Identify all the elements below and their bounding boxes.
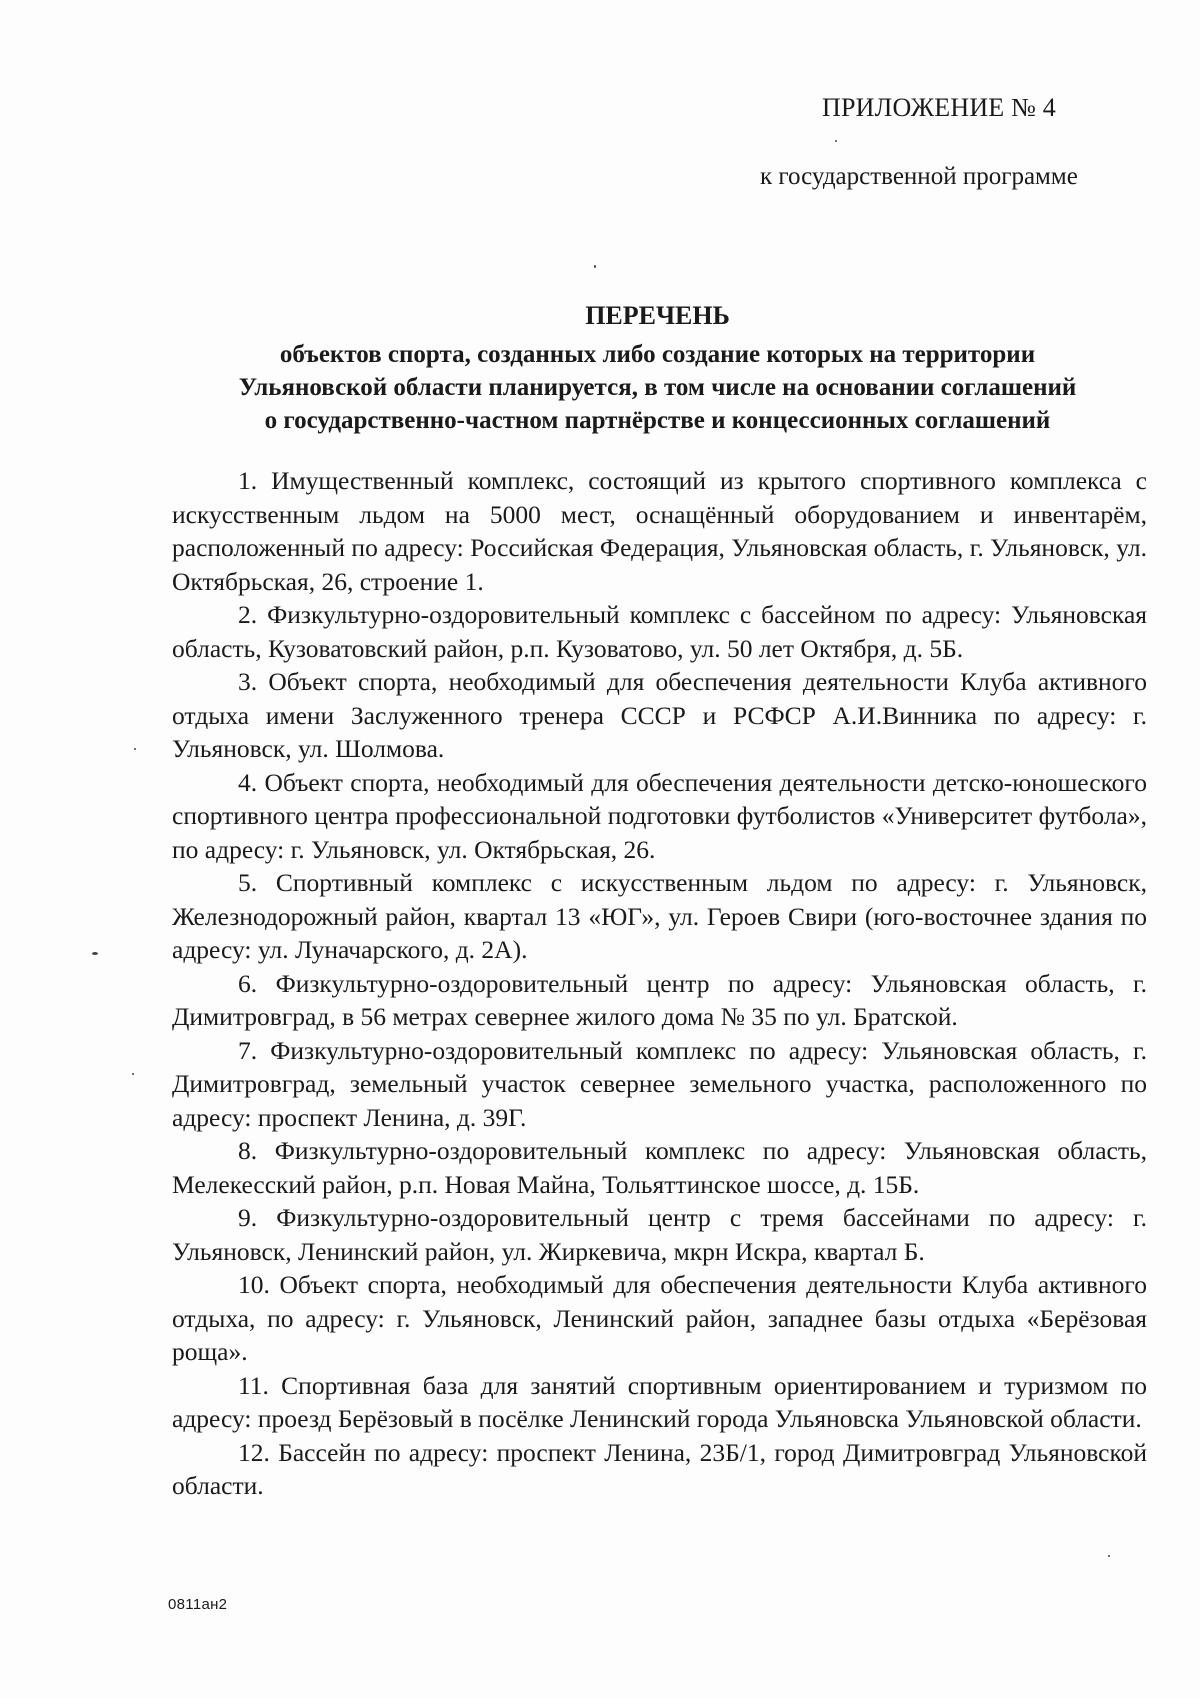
heading-title: ПЕРЕЧЕНЬ [585,301,730,330]
heading-line: объектов спорта, созданных либо создание которых на территории [279,341,1036,368]
scan-speck [594,265,596,268]
document-heading [140,298,1175,437]
scan-speck [92,952,98,955]
list-item: 12. Бассейн по адресу: проспект Ленина, 23Б/1, город Димитровград Ульяновской области. [172,1437,1147,1500]
list-item: 7. Физкультурно-оздоровительный комплекс по адресу: Ульяновская область, г. Димитровград, земельный участок севернее земельного участка, расположенного по адресу: проспект Ленина, д. 39Г. [172,1035,1147,1132]
scan-speck [835,140,837,142]
document-code: 0811ан2 [168,1596,228,1613]
heading-line: о государственно-частном партнёрстве и концессионных соглашений [264,407,1051,434]
list-item: 4. Объект спорта, необходимый для обеспечения деятельности детско-юношеского спортивного центра профессиональной подготовки футболистов «Университет футбола», по адресу: г. Ульяновск, ул. Октябрьская, 26. [172,767,1147,864]
list-item: 8. Физкультурно-оздоровительный комплекс по адресу: Ульяновская область, Мелекесский район, р.п. Новая Майна, Тольяттинское шоссе, д. 15Б. [172,1136,1147,1199]
appendix-title: ПРИЛОЖЕНИЕ № 4 [822,93,1056,122]
scan-speck [132,1073,134,1075]
list-item: 11. Спортивная база для занятий спортивным ориентированием и туризмом по адресу: проезд Берёзовый в посёлке Ленинский города Ульяновска Ульяновской области. [172,1370,1147,1433]
list-item: 3. Объект спорта, необходимый для обеспечения деятельности Клуба активного отдыха имени Заслуженного тренера СССР и РСФСР А.И.Винника по адресу: г. Ульяновск, ул. Шолмова. [172,667,1147,763]
scan-speck [1108,1555,1110,1557]
scan-speck [134,748,136,750]
list-item: 9. Физкультурно-оздоровительный центр с тремя бассейнами по адресу: г. Ульяновск, Ленинский район, ул. Жиркевича, мкрн Искра, квартал Б. [172,1203,1147,1266]
heading-line: Ульяновской области планируется, в том числе на основании соглашений [238,374,1077,401]
list-item: 10. Объект спорта, необходимый для обеспечения деятельности Клуба активного отдыха, по адресу: г. Ульяновск, Ленинский район, западнее базы отдыха «Берёзовая роща». [172,1270,1147,1366]
list-item: 1. Имущественный комплекс, состоящий из крытого спортивного комплекса с искусственным льдом на 5000 мест, оснащённый оборудованием и инвентарём, расположенный по адресу: Российская Федерация, Ульяновская область, г. Ульяновск, ул. Октябрьская, 26, строение 1. [172,466,1147,596]
list-item: 5. Спортивный комплекс с искусственным льдом по адресу: г. Ульяновск, Железнодорожный район, квартал 13 «ЮГ», ул. Героев Свири (юго-восточнее здания по адресу: ул. Луначарского, д. 2А). [172,868,1147,964]
list-item: 2. Физкультурно-оздоровительный комплекс с бассейном по адресу: Ульяновская область, Кузоватовский район, р.п. Кузоватово, ул. 50 лет Октября, д. 5Б. [172,600,1147,663]
appendix-subtitle: к государственной программе [760,163,1078,190]
facility-list [172,464,1147,1503]
list-item: 6. Физкультурно-оздоровительный центр по адресу: Ульяновская область, г. Димитровград, в 56 метрах севернее жилого дома № 35 по ул. Братской. [172,968,1147,1031]
